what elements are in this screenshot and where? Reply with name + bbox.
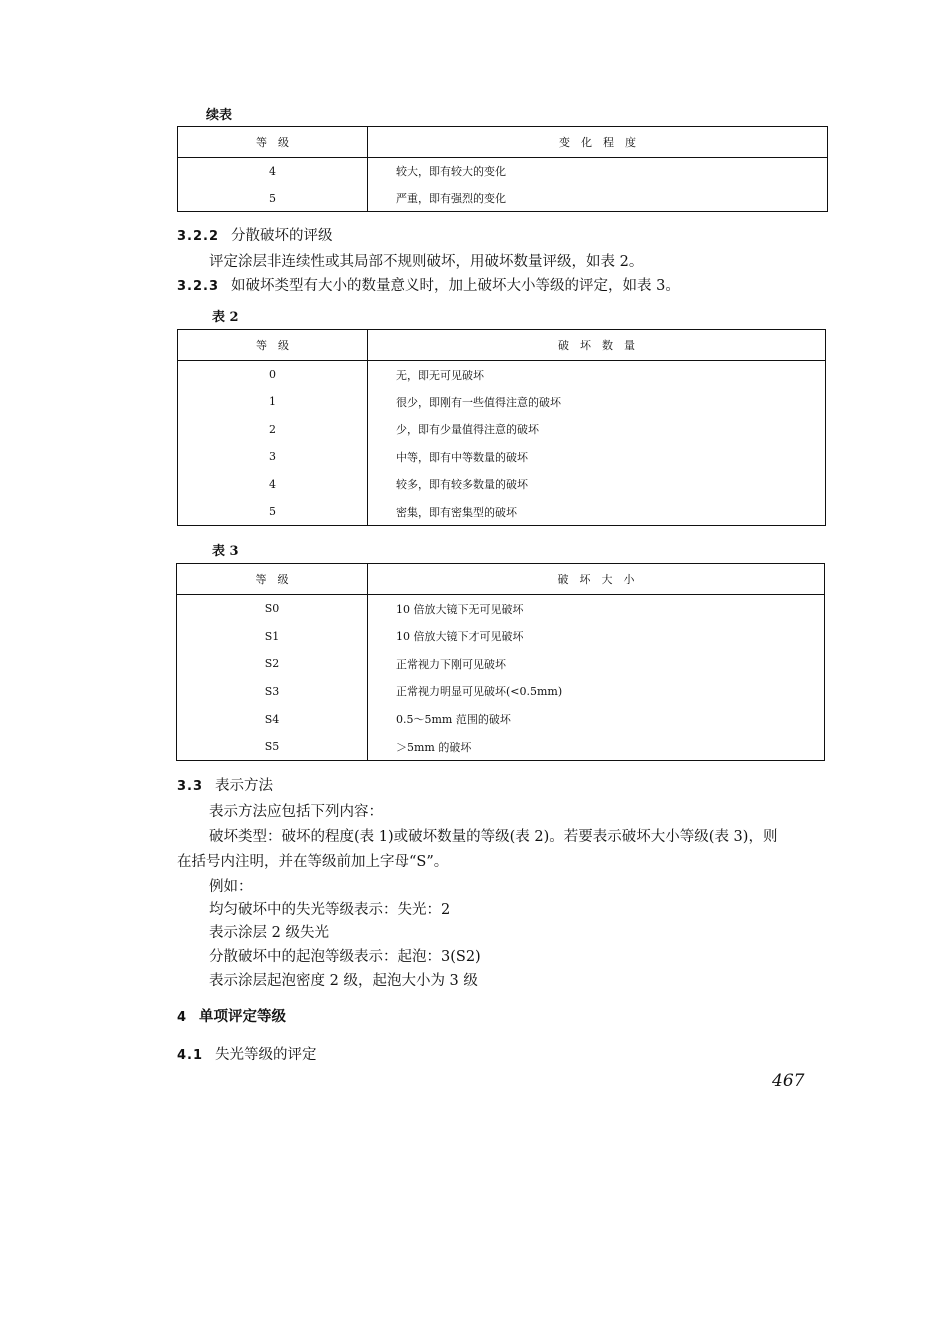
table-row (177, 678, 824, 706)
cell-grade: S1 (177, 622, 368, 650)
paragraph-line: 在括号内注明，并在等级前加上字母“S”。 (177, 854, 449, 870)
table-row (178, 498, 825, 526)
section-title: 失光等级的评定 (215, 1047, 317, 1063)
section-number: 4.1 (177, 1048, 204, 1063)
cell-grade: 4 (178, 158, 368, 185)
table-row (177, 595, 824, 623)
section-title: 单项评定等级 (199, 1008, 287, 1025)
paragraph-line: 表示涂层起泡密度 2 级，起泡大小为 3 级 (209, 973, 478, 989)
table2-caption: 表 2 (212, 310, 239, 325)
section-4 (177, 1005, 286, 1026)
cell-grade: 3 (178, 443, 368, 471)
table-cont-caption: 续表 (206, 108, 233, 123)
page-number: 467 (772, 1071, 805, 1091)
table-row (178, 361, 825, 389)
paragraph-line: 例如： (209, 879, 253, 895)
table-row (178, 471, 825, 499)
table-row (177, 622, 824, 650)
paragraph-line: 表示方法应包括下列内容： (209, 804, 383, 820)
cell-grade: S3 (177, 678, 368, 706)
section-3-3 (177, 774, 273, 795)
table-row (178, 443, 825, 471)
cell-grade: S0 (177, 595, 368, 623)
section-3-2-3 (177, 274, 680, 295)
cell-desc: 0.5～5mm 范围的破坏 (396, 713, 511, 727)
section-title: 表示方法 (215, 778, 274, 794)
cell-desc: 中等，即有中等数量的破坏 (396, 450, 528, 464)
cell-grade: 5 (178, 498, 368, 526)
table3-caption: 表 3 (212, 544, 239, 559)
cell-desc: 10 倍放大镜下才可见破坏 (396, 630, 524, 644)
cell-desc: 较大，即有较大的变化 (396, 165, 506, 179)
table3-header-grade: 等 级 (177, 564, 368, 595)
table-row (177, 733, 824, 761)
section-title: 分散破坏的评级 (231, 228, 333, 244)
paragraph-3-2-2: 评定涂层非连续性或其局部不规则破坏，用破坏数量评级，如表 2。 (209, 254, 644, 270)
paragraph-line: 破坏类型：破坏的程度(表 1)或破坏数量的等级(表 2)。若要表示破坏大小等级(表 3)，则 (209, 829, 778, 845)
table-row (177, 650, 824, 678)
section-number: 3.3 (177, 779, 204, 794)
cell-grade: S2 (177, 650, 368, 678)
cell-desc: 正常视力明显可见破坏(<0.5mm) (396, 685, 563, 699)
section-4-1 (177, 1043, 317, 1064)
cell-desc: 正常视力下刚可见破坏 (396, 657, 506, 671)
cell-grade: 1 (178, 388, 368, 416)
table3-header-size: 破 坏 大 小 (368, 564, 825, 595)
table-cont-header-degree: 变 化 程 度 (368, 127, 828, 158)
cell-desc: ＞5mm 的破坏 (396, 740, 472, 754)
table2-header-quantity: 破 坏 数 量 (368, 330, 826, 361)
table-row (178, 388, 825, 416)
cell-grade: 0 (178, 361, 368, 389)
table-row (177, 705, 824, 733)
section-number: 3.2.2 (177, 229, 220, 244)
cell-desc: 密集，即有密集型的破坏 (396, 505, 517, 519)
table-row (178, 158, 827, 185)
table2 (178, 330, 825, 526)
table2-header-grade: 等 级 (178, 330, 368, 361)
cell-desc: 严重，即有强烈的变化 (396, 192, 506, 205)
paragraph-line: 表示涂层 2 级失光 (209, 925, 329, 941)
cell-desc: 无，即无可见破坏 (396, 368, 484, 382)
cell-desc: 较多，即有较多数量的破坏 (396, 478, 528, 492)
cell-desc: 10 倍放大镜下无可见破坏 (396, 602, 524, 616)
section-3-2-2 (177, 224, 333, 245)
table-cont (178, 127, 827, 212)
cell-grade: 5 (178, 185, 368, 212)
cell-grade: 2 (178, 416, 368, 444)
section-number: 3.2.3 (177, 279, 220, 294)
cell-grade: S4 (177, 705, 368, 733)
section-number: 4 (177, 1010, 188, 1025)
section-text: 如破坏类型有大小的数量意义时，加上破坏大小等级的评定，如表 3。 (231, 278, 680, 294)
cell-desc: 少，即有少量值得注意的破坏 (396, 423, 539, 437)
paragraph-line: 均匀破坏中的失光等级表示：失光：2 (209, 902, 451, 918)
cell-grade: S5 (177, 733, 368, 761)
cell-grade: 4 (178, 471, 368, 499)
cell-desc: 很少，即刚有一些值得注意的破坏 (396, 395, 561, 409)
table3 (177, 564, 824, 761)
table-cont-header-grade: 等 级 (178, 127, 368, 158)
table-row (178, 416, 825, 444)
paragraph-line: 分散破坏中的起泡等级表示：起泡：3(S2) (209, 949, 481, 965)
table-row (178, 185, 827, 212)
